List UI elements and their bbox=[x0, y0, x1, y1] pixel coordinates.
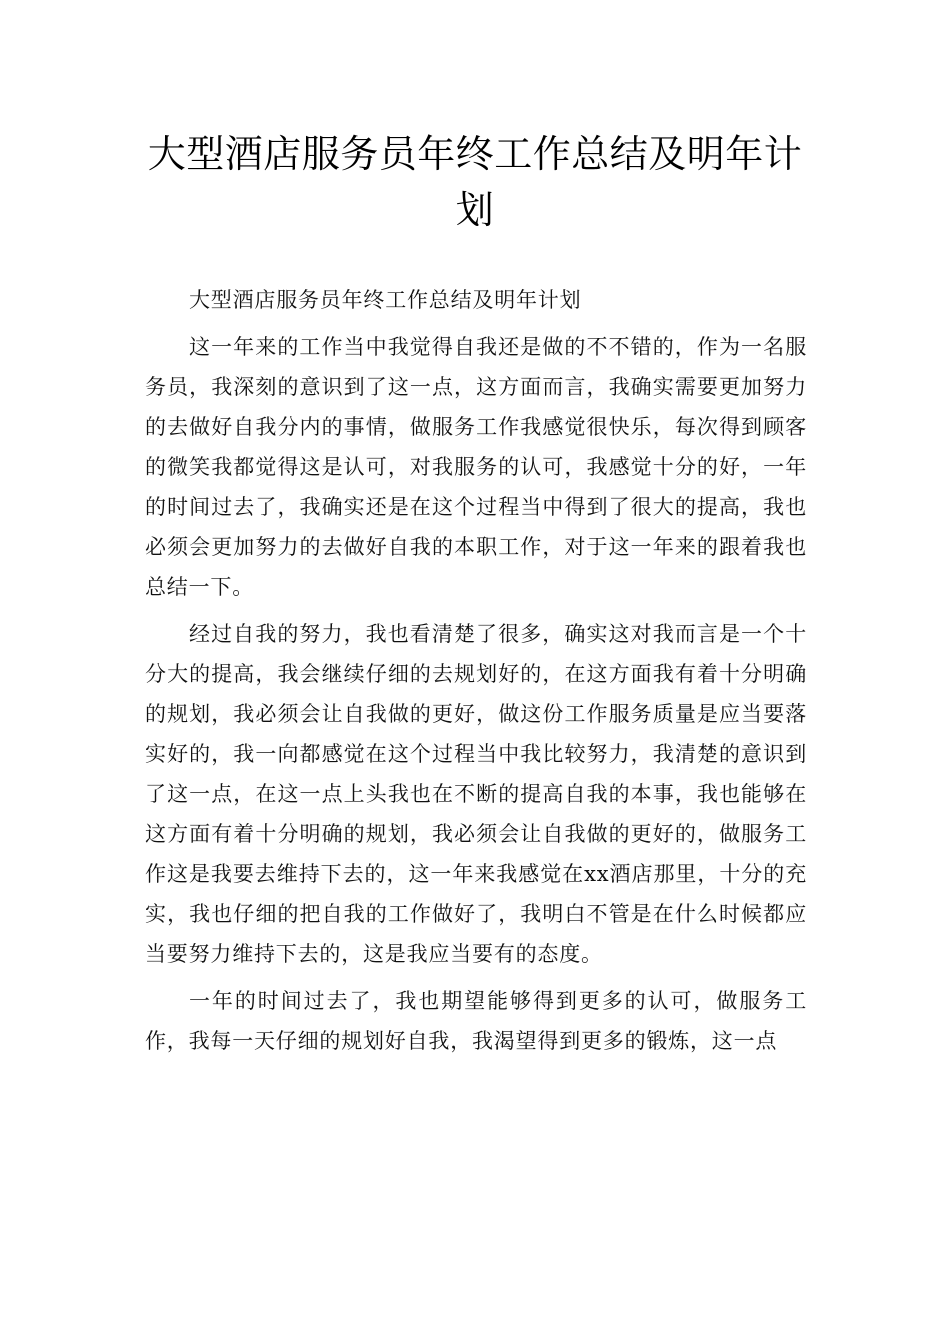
document-body bbox=[145, 280, 807, 1061]
document-title: 大型酒店服务员年终工作总结及明年计划 bbox=[147, 132, 803, 232]
paragraph-subtitle: 大型酒店服务员年终工作总结及明年计划 bbox=[189, 288, 582, 312]
paragraph: 这一年来的工作当中我觉得自我还是做的不不错的，作为一名服务员，我深刻的意识到了这一点，这方面而言，我确实需要更加努力的去做好自我分内的事情，做服务工作我感觉很快乐，每次得到顾客的微笑我都觉得这是认可，对我服务的认可，我感觉十分的好，一年的时间过去了，我确实还是在这个过程当中得到了很大的提高，我也必须会更加努力的去做好自我的本职工作，对于这一年来的跟着我也总结一下。 bbox=[145, 335, 807, 599]
paragraph: 一年的时间过去了，我也期望能够得到更多的认可，做服务工作，我每一天仔细的规划好自我，我渴望得到更多的锻炼，这一点 bbox=[145, 989, 807, 1053]
paragraph: 经过自我的努力，我也看清楚了很多，确实这对我而言是一个十分大的提高，我会继续仔细的去规划好的，在这方面我有着十分明确的规划，我必须会让自我做的更好，做这份工作服务质量是应当要落实好的，我一向都感觉在这个过程当中我比较努力，我清楚的意识到了这一点，在这一点上头我也在不断的提高自我的本事，我也能够在这方面有着十分明确的规划，我必须会让自我做的更好的，做服务工作这是我要去维持下去的，这一年来我感觉在xx酒店那里，十分的充实，我也仔细的把自我的工作做好了，我明白不管是在什么时候都应当要努力维持下去的，这是我应当要有的态度。 bbox=[145, 622, 807, 966]
